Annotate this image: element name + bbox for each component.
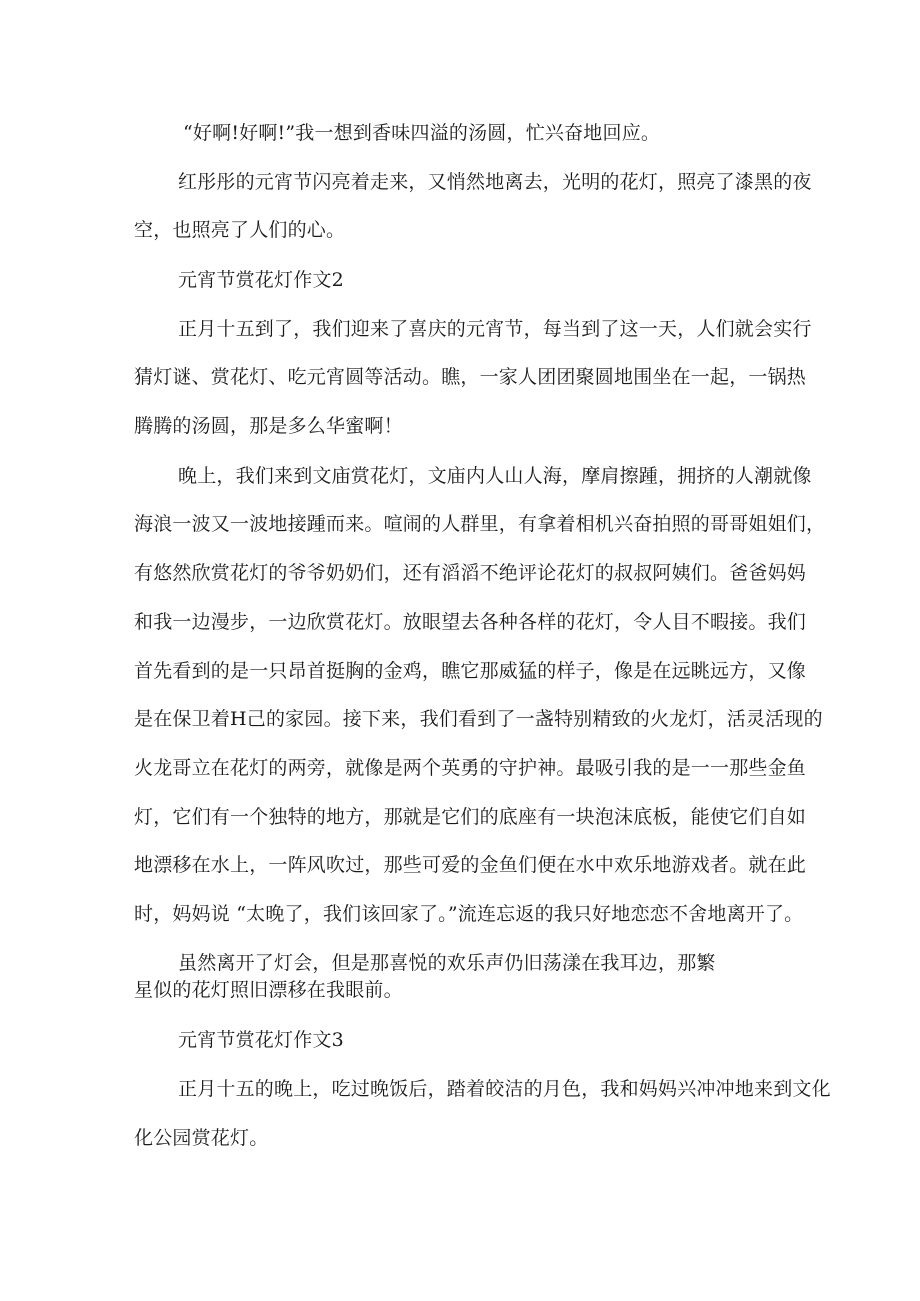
text-line-1: “好啊!好啊!”我一想到香味四溢的汤圆，忙兴奋地回应。	[183, 122, 661, 144]
text-line-15: 灯，它们有一个独特的地方，那就是它们的底座有一块泡沫底板，能使它们自如	[134, 806, 807, 828]
text-line-18: 虽然离开了灯会，但是那喜悦的欢乐声仍旧荡漾在我耳边，那繁	[178, 952, 716, 974]
text-line-12: 首先看到的是一只昂首挺胸的金鸡，瞧它那威猛的样子，像是在远眺远方，又像	[134, 660, 807, 682]
text-line-21: 正月十五的晚上，吃过晚饭后，踏着皎洁的月色，我和妈妈兴冲冲地来到文化	[178, 1078, 831, 1100]
text-line-14: 火龙哥立在花灯的两旁，就像是两个英勇的守护神。最吸引我的是一一那些金鱼	[134, 757, 807, 779]
text-line-16: 地漂移在水上，一阵风吹过，那些可爱的金鱼们便在水中欢乐地游戏者。就在此	[134, 854, 807, 876]
section-heading-2: 元宵节赏花灯作文2	[178, 269, 344, 291]
text-line-13: 是在保卫着H己的家园。接下来，我们看到了一盏特别精致的火龙灯，活灵活现的	[134, 708, 823, 730]
text-line-10: 有悠然欣赏花灯的爷爷奶奶们，还有滔滔不绝评论花灯的叔叔阿姨们。爸爸妈妈	[134, 562, 807, 584]
text-line-22: 化公园赏花灯。	[134, 1127, 269, 1149]
text-line-2: 红彤彤的元宵节闪亮着走来，又悄然地离去，光明的花灯，照亮了漆黑的夜	[178, 171, 812, 193]
text-line-11: 和我一边漫步，一边欣赏花灯。放眼望去各种各样的花灯，令人目不暇接。我们	[134, 611, 807, 633]
text-line-3: 空，也照亮了人们的心。	[134, 219, 346, 241]
text-line-8: 晚上，我们来到文庙赏花灯，文庙内人山人海，摩肩擦踵，拥挤的人潮就像	[178, 465, 812, 487]
section-heading-3: 元宵节赏花灯作文3	[178, 1029, 344, 1051]
text-line-17: 时，妈妈说 “太晚了，我们该回家了。”流连忘返的我只好地恋恋不舍地离开了。	[134, 903, 804, 925]
text-line-5: 正月十五到了，我们迎来了喜庆的元宵节，每当到了这一天，人们就会实行	[178, 318, 812, 340]
text-line-19: 星似的花灯照旧漂移在我眼前。	[134, 979, 403, 1001]
text-line-9: 海浪一波又一波地接踵而来。喧闹的人群里，有拿着相机兴奋拍照的哥哥姐姐们，	[134, 513, 826, 535]
text-line-6: 猜灯谜、赏花灯、吃元宵圆等活动。瞧，一家人团团聚圆地围坐在一起，一锅热	[134, 366, 807, 388]
text-line-7: 腾腾的汤圆，那是多么华蜜啊！	[134, 415, 403, 437]
